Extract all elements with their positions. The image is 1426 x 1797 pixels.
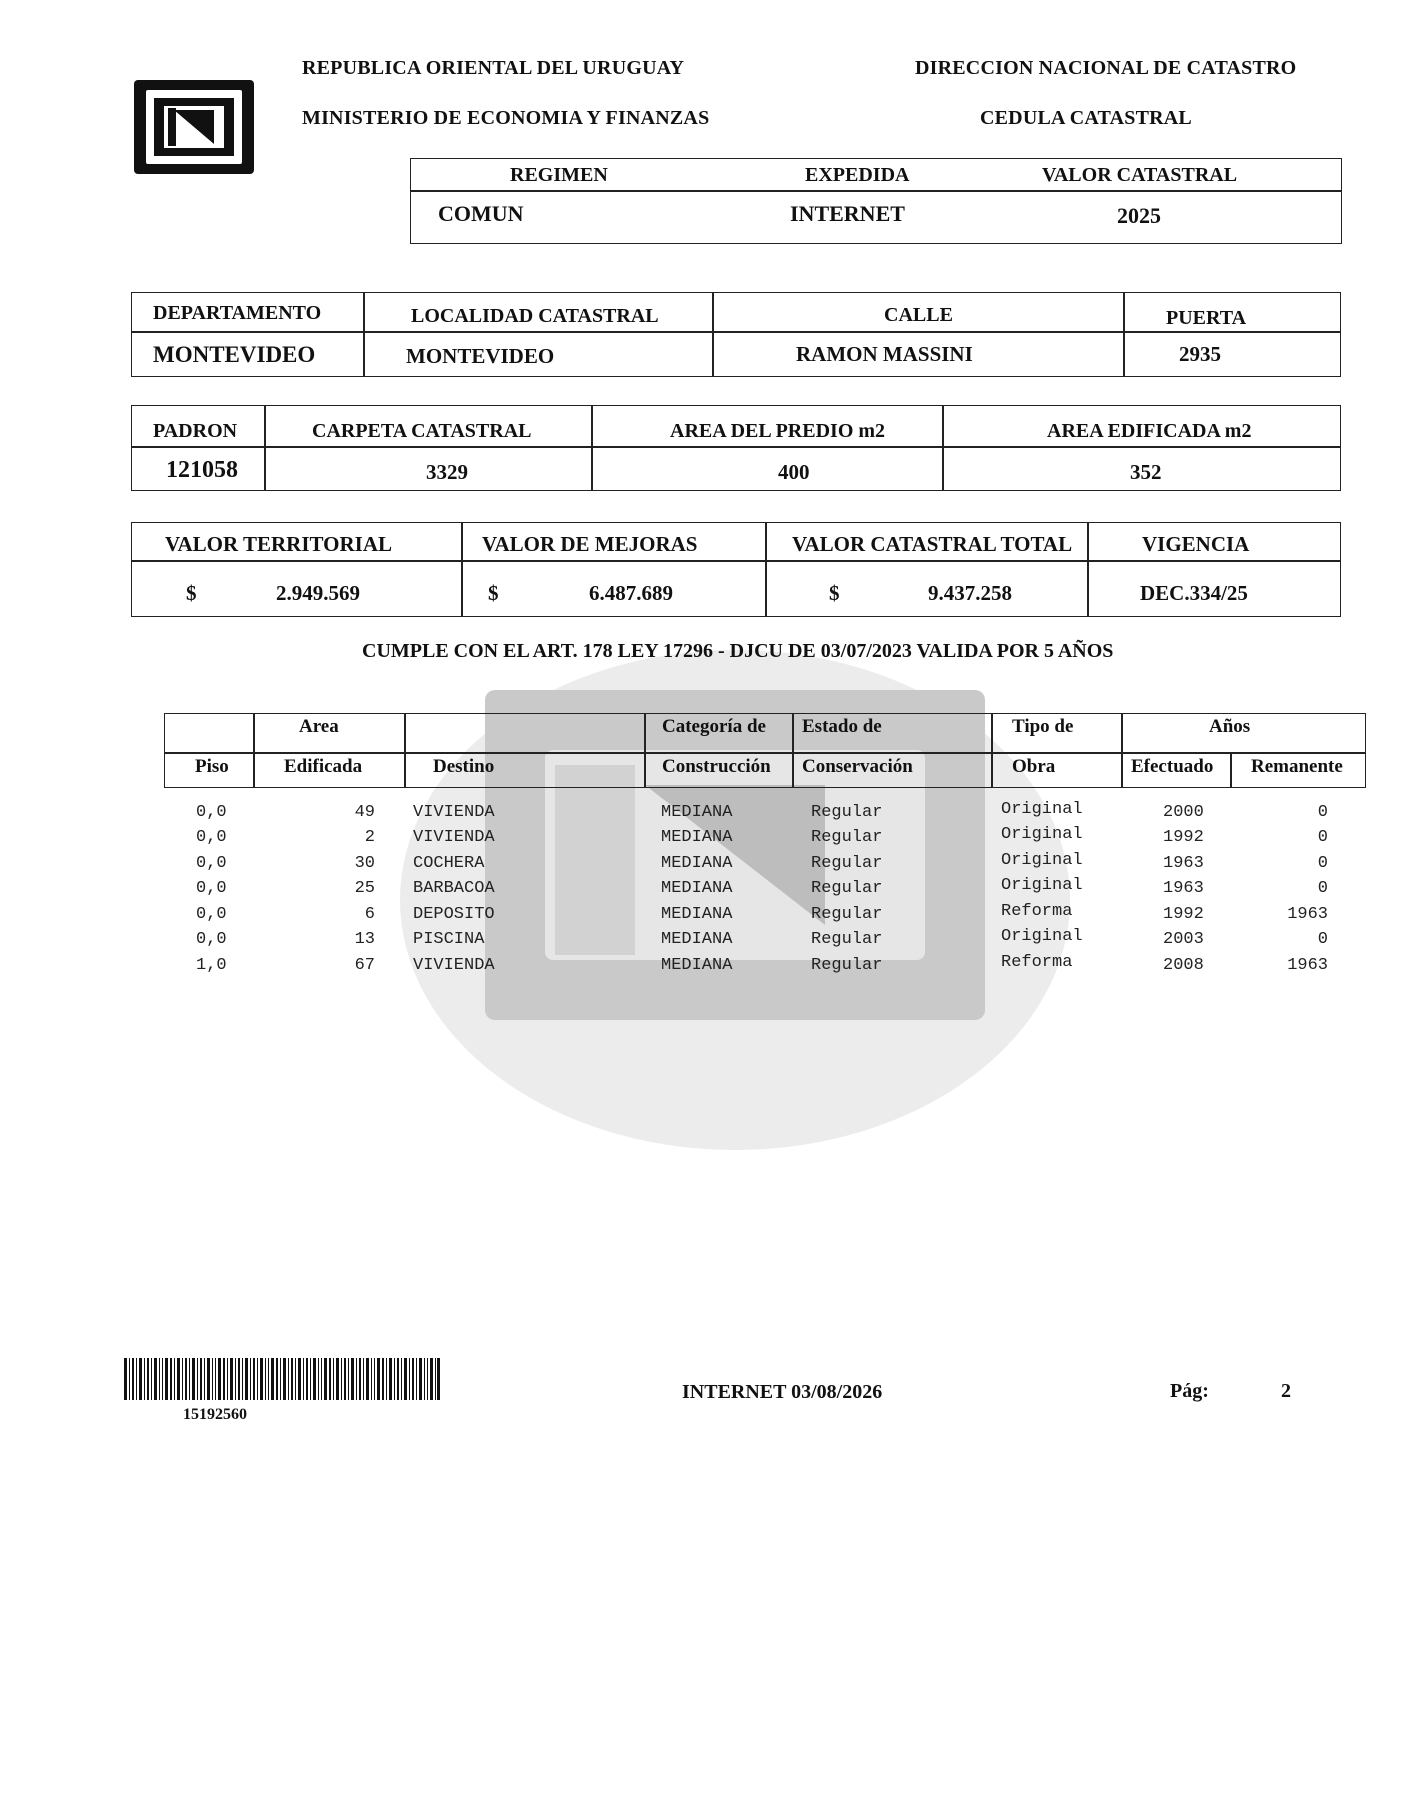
table-row-efectuado: 1992 [1163, 828, 1204, 847]
table-row-piso: 0,0 [196, 879, 227, 898]
calle-value: RAMON MASSINI [796, 342, 973, 366]
table-row-remanente: 0 [1317, 854, 1328, 873]
area-edificada-label: AREA EDIFICADA m2 [1047, 420, 1252, 442]
table-row-estado: Regular [811, 956, 883, 975]
table-row-estado: Regular [811, 854, 883, 873]
table-row-area: 30 [354, 854, 375, 873]
table-row-efectuado: 1963 [1163, 879, 1204, 898]
table-row-destino: BARBACOA [413, 879, 495, 898]
table-row-area: 6 [364, 905, 375, 924]
table-row-area: 49 [354, 803, 375, 822]
table-row-tipo: Original [1001, 800, 1083, 819]
table-row-estado: Regular [811, 905, 883, 924]
table-row-area: 2 [364, 828, 375, 847]
carpeta-label: CARPETA CATASTRAL [312, 420, 532, 442]
table-row-destino: VIVIENDA [413, 956, 495, 975]
valor-territorial-label: VALOR TERRITORIAL [165, 532, 392, 556]
table-row-piso: 0,0 [196, 930, 227, 949]
table-row-remanente: 1963 [1287, 956, 1328, 975]
valor-total-label: VALOR CATASTRAL TOTAL [792, 532, 1073, 556]
table-row-tipo: Original [1001, 876, 1083, 895]
th-categoria: Categoría de [662, 716, 766, 737]
document-type: CEDULA CATASTRAL [980, 107, 1192, 129]
table-row-remanente: 0 [1317, 879, 1328, 898]
table-row-categoria: MEDIANA [661, 803, 733, 822]
country-title: REPUBLICA ORIENTAL DEL URUGUAY [302, 57, 685, 79]
th-construccion: Construcción [662, 756, 771, 777]
th-area: Area [299, 716, 339, 737]
expedida-label: EXPEDIDA [805, 164, 910, 186]
currency-sign-territorial: $ [186, 581, 197, 605]
barcode-number: 15192560 [183, 1406, 247, 1423]
table-row-tipo: Reforma [1001, 902, 1073, 921]
valor-catastral-year: 2025 [1117, 203, 1161, 228]
table-row-piso: 0,0 [196, 854, 227, 873]
table-row-tipo: Original [1001, 927, 1083, 946]
table-row-piso: 0,0 [196, 905, 227, 924]
th-edificada: Edificada [284, 756, 363, 777]
th-remanente: Remanente [1251, 756, 1343, 777]
table-row-tipo: Original [1001, 851, 1083, 870]
valor-territorial-value: 2.949.569 [276, 581, 360, 605]
table-row-categoria: MEDIANA [661, 854, 733, 873]
table-row-area: 25 [354, 879, 375, 898]
expedida-value: INTERNET [790, 201, 905, 226]
table-row-estado: Regular [811, 803, 883, 822]
table-row-tipo: Original [1001, 825, 1083, 844]
page-label: Pág: [1170, 1380, 1209, 1402]
table-row-categoria: MEDIANA [661, 930, 733, 949]
table-row-area: 67 [354, 956, 375, 975]
table-row-efectuado: 2000 [1163, 803, 1204, 822]
currency-sign-mejoras: $ [488, 581, 499, 605]
th-estado: Estado de [802, 716, 882, 737]
carpeta-value: 3329 [426, 460, 468, 484]
table-row-efectuado: 1992 [1163, 905, 1204, 924]
catastro-logo [132, 78, 256, 176]
calle-label: CALLE [884, 304, 953, 326]
table-row-categoria: MEDIANA [661, 828, 733, 847]
puerta-value: 2935 [1179, 342, 1221, 366]
localidad-label: LOCALIDAD CATASTRAL [411, 305, 659, 327]
issued-date: INTERNET 03/08/2026 [682, 1381, 883, 1403]
table-row-categoria: MEDIANA [661, 879, 733, 898]
area-predio-value: 400 [778, 460, 810, 484]
table-row-efectuado: 1963 [1163, 854, 1204, 873]
page-number: 2 [1281, 1380, 1291, 1402]
valor-mejoras-value: 6.487.689 [589, 581, 673, 605]
th-efectuado: Efectuado [1131, 756, 1214, 777]
valor-catastral-label: VALOR CATASTRAL [1042, 164, 1238, 186]
table-row-efectuado: 2003 [1163, 930, 1204, 949]
table-row-destino: VIVIENDA [413, 828, 495, 847]
padron-label: PADRON [153, 420, 238, 442]
table-row-categoria: MEDIANA [661, 905, 733, 924]
th-conservacion: Conservación [802, 756, 913, 777]
compliance-note: CUMPLE CON EL ART. 178 LEY 17296 - DJCU DE 03/07/2023 VALIDA POR 5 AÑOS [362, 640, 1114, 662]
ministry-title: MINISTERIO DE ECONOMIA Y FINANZAS [302, 107, 710, 129]
agency-title: DIRECCION NACIONAL DE CATASTRO [915, 57, 1297, 79]
th-tipo: Tipo de [1012, 716, 1074, 737]
regimen-label: REGIMEN [510, 164, 608, 186]
barcode-image [124, 1358, 440, 1400]
table-row-piso: 1,0 [196, 956, 227, 975]
valor-total-value: 9.437.258 [928, 581, 1012, 605]
table-row-destino: COCHERA [413, 854, 485, 873]
table-row-remanente: 0 [1317, 803, 1328, 822]
area-predio-label: AREA DEL PREDIO m2 [670, 420, 886, 442]
table-row-estado: Regular [811, 828, 883, 847]
table-row-area: 13 [354, 930, 375, 949]
table-row-destino: VIVIENDA [413, 803, 495, 822]
departamento-value: MONTEVIDEO [153, 342, 316, 367]
currency-sign-total: $ [829, 581, 840, 605]
table-row-destino: PISCINA [413, 930, 485, 949]
table-row-tipo: Reforma [1001, 953, 1073, 972]
padron-value: 121058 [166, 457, 238, 483]
table-row-estado: Regular [811, 879, 883, 898]
area-edificada-value: 352 [1130, 460, 1162, 484]
th-piso: Piso [195, 756, 229, 777]
table-row-remanente: 1963 [1287, 905, 1328, 924]
th-destino: Destino [433, 756, 495, 777]
table-row-efectuado: 2008 [1163, 956, 1204, 975]
th-anios: Años [1209, 716, 1251, 737]
th-obra: Obra [1012, 756, 1056, 777]
departamento-label: DEPARTAMENTO [153, 302, 322, 324]
valor-mejoras-label: VALOR DE MEJORAS [482, 532, 698, 556]
vigencia-value: DEC.334/25 [1140, 581, 1248, 605]
table-row-remanente: 0 [1317, 828, 1328, 847]
table-row-piso: 0,0 [196, 828, 227, 847]
table-row-piso: 0,0 [196, 803, 227, 822]
table-row-destino: DEPOSITO [413, 905, 495, 924]
localidad-value: MONTEVIDEO [406, 344, 555, 368]
regimen-value: COMUN [438, 201, 524, 226]
table-row-categoria: MEDIANA [661, 956, 733, 975]
puerta-label: PUERTA [1166, 307, 1247, 329]
table-row-remanente: 0 [1317, 930, 1328, 949]
table-row-estado: Regular [811, 930, 883, 949]
vigencia-label: VIGENCIA [1142, 532, 1250, 556]
